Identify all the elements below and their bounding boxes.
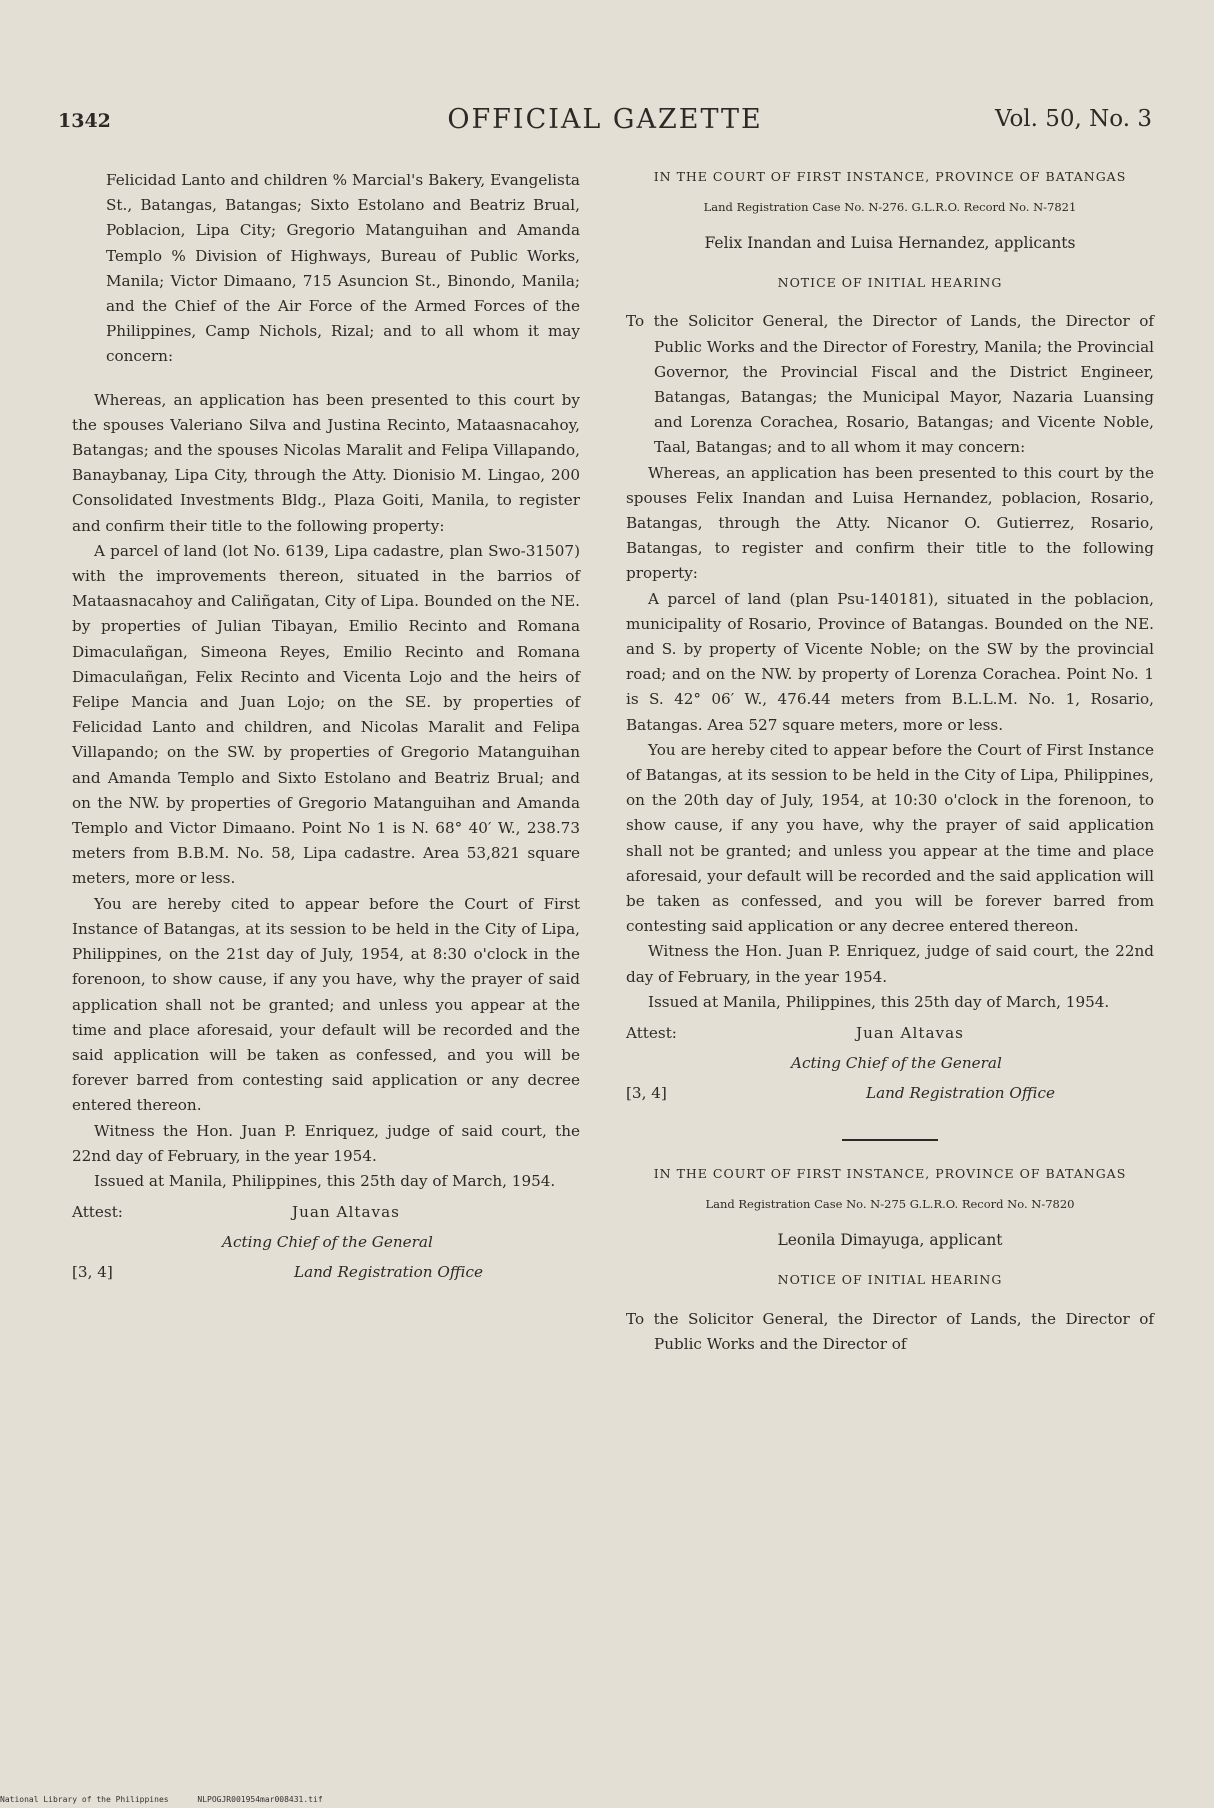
court-heading: IN THE COURT OF FIRST INSTANCE, PROVINCE OF BATANGAS (653, 169, 1127, 184)
paragraph-property: A parcel of land (lot No. 6139, Lipa cadastre, plan Swo-31507) with the improvements thereon, situated in the barrios of Mataasnacahoy and Caliñgatan, City of Lipa. Bounded on the NE. by properties of Julian Tibayan, Emilio Recinto and Romana Dimaculañgan, Simeona Reyes, Emilio Recinto and Romana Dimaculañgan, Felix Recinto and Vicenta Lojo and the heirs of Felipe Mancia and Juan Lojo; on the SE. by properties of Felicidad Lanto and children, and Nicolas Maralit and Felipa Villapando; on the SW. by properties of Gregorio Matanguihan and Amanda Templo and Sixto Estolano and Beatriz Brual; and on the NW. by properties of Gregorio Matanguihan and Amanda Templo and Victor Dimaano. Point No 1 is N. 68° 40′ W., 238.73 meters from B.B.M. No. 58, Lipa cadastre. Area 53,821 square meters, more or less. (72, 541, 580, 888)
paragraph-issued: Issued at Manila, Philippines, this 25th day of March, 1954. (648, 992, 1110, 1011)
notice-title: NOTICE OF INITIAL HEARING (777, 275, 1003, 291)
signatory-office: Land Registration Office (866, 1084, 1055, 1103)
issue-reference: [3, 4] (626, 1084, 667, 1103)
issue-reference: [3, 4] (72, 1263, 113, 1282)
paragraph-whereas: Whereas, an application has been presented to this court by the spouses Valeriano Silva and Justina Recinto, Mataasnacahoy, Batangas; and the spouses Nicolas Maralit and Felipa Villapando, Banaybanay, Lipa City, through the Atty. Dionisio M. Lingao, 200 Consolidated Investments Bldg., Plaza Goiti, Manila, to register and confirm their title to the following property: (72, 390, 580, 535)
gazette-title: OFFICIAL GAZETTE (447, 104, 763, 135)
signatory-name: Juan Altavas (292, 1203, 400, 1222)
addressees: To the Solicitor General, the Director of Lands, the Director of Public Works and the Director of Forestry, Manila; the Provincial Governor, the Provincial Fiscal and the District Engineer, Batangas, Batangas; the Municipal Mayor, Nazaria Luansing and Lorenza Corachea, Rosario, Batangas; and Vicente Noble, Taal, Batangas; and to all whom it may concern: (626, 312, 1154, 457)
archive-stamp (0, 1795, 347, 1804)
signatory-title: Acting Chief of the General (791, 1054, 1002, 1073)
paragraph-whereas: Whereas, an application has been presented to this court by the spouses Felix Inandan and Luisa Hernandez, poblacion, Rosario, Batangas, through the Atty. Nicanor O. Gutierrez, Rosario, Batangas, to register and confirm their title to the following property: (626, 463, 1154, 583)
notice-title: NOTICE OF INITIAL HEARING (777, 1272, 1003, 1288)
attest-label: Attest: (626, 1024, 677, 1043)
volume-number: Vol. 50, No. 3 (994, 106, 1152, 132)
applicant-names: Leonila Dimayuga, applicant (777, 1231, 1003, 1250)
attest-label: Attest: (72, 1203, 123, 1222)
page-number: 1342 (58, 110, 111, 132)
addressees: To the Solicitor General, the Director of Lands, the Director of Public Works and the Director of (626, 1309, 1154, 1353)
left-column (72, 168, 580, 1294)
paragraph-citation: You are hereby cited to appear before the Court of First Instance of Batangas, at its session to be held in the City of Lipa, Philippines, on the 21st day of July, 1954, at 8:30 o'clock in the forenoon, to show cause, if any you have, why the prayer of said application shall not be granted; and unless you appear at the time and place aforesaid, your default will be recorded and the said application will be taken as confessed, and you will be forever barred from contesting said application or any decree entered thereon. (72, 894, 580, 1115)
signatory-title: Acting Chief of the General (222, 1233, 433, 1252)
paragraph-citation: You are hereby cited to appear before the Court of First Instance of Batangas, at its session to be held in the City of Lipa, Philippines, on the 20th day of July, 1954, at 10:30 o'clock in the forenoon, to show cause, if any you have, why the prayer of said application shall not be granted; and unless you appear at the time and place aforesaid, your default will be recorded and the said application will be taken as confessed, and you will be forever barred from contesting said application or any decree entered thereon. (626, 740, 1154, 936)
attest-block (626, 1021, 1154, 1115)
paragraph-property: A parcel of land (plan Psu-140181), situated in the poblacion, municipality of Rosario, Province of Batangas. Bounded on the NE. and S. by property of Vicente Noble; on the SW by the provincial road; and on the NW. by property of Lorenza Corachea. Point No. 1 is S. 42° 06′ W., 476.44 meters from B.L.L.M. No. 1, Rosario, Batangas. Area 527 square meters, more or less. (626, 589, 1154, 734)
right-column (626, 168, 1154, 1357)
case-number: Land Registration Case No. N-276. G.L.R.O. Record No. N-7821 (703, 200, 1077, 214)
page-header (58, 96, 1152, 136)
paragraph-witness: Witness the Hon. Juan P. Enriquez, judge of said court, the 22nd day of February, in the year 1954. (72, 1121, 580, 1165)
addressees: Felicidad Lanto and children % Marcial's Bakery, Evangelista St., Batangas, Batangas; Sixto Estolano and Beatriz Brual, Poblacion, Lipa City; Gregorio Matanguihan and Amanda Templo % Division of Highways, Bureau of Public Works, Manila; Victor Dimaano, 715 Asuncion St., Binondo, Manila; and the Chief of the Air Force of the Armed Forces of the Philippines, Camp Nichols, Rizal; and to all whom it may concern: (106, 171, 580, 366)
signatory-name: Juan Altavas (856, 1024, 964, 1043)
case-number: Land Registration Case No. N-275 G.L.R.O. Record No. N-7820 (705, 1197, 1075, 1212)
section-divider (842, 1139, 938, 1141)
file-id: NLPOGJR001954mar008431.tif (197, 1795, 323, 1804)
applicant-names: Felix Inandan and Luisa Hernandez, applicants (704, 234, 1076, 252)
signatory-office: Land Registration Office (294, 1263, 483, 1282)
court-heading: IN THE COURT OF FIRST INSTANCE, PROVINCE OF BATANGAS (653, 1166, 1127, 1182)
attest-block (72, 1200, 580, 1294)
paragraph-issued: Issued at Manila, Philippines, this 25th day of March, 1954. (94, 1171, 556, 1190)
paragraph-witness: Witness the Hon. Juan P. Enriquez, judge of said court, the 22nd day of February, in the year 1954. (626, 942, 1154, 986)
library-name: National Library of the Philippines (0, 1795, 169, 1804)
